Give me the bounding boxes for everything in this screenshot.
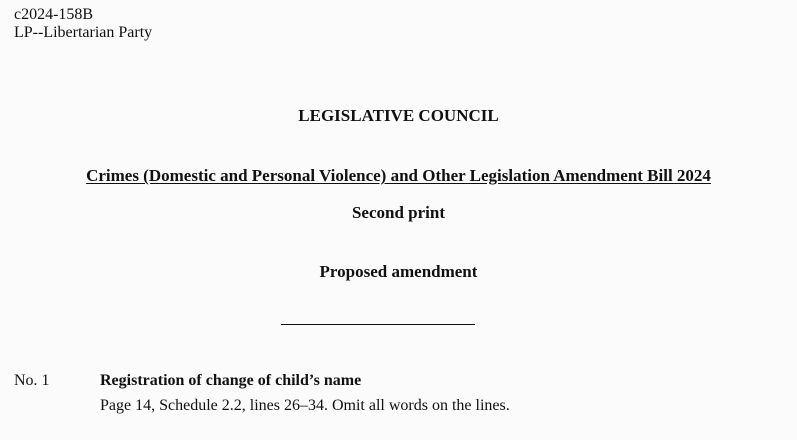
council-heading: LEGISLATIVE COUNCIL: [298, 106, 499, 125]
document-reference-number: c2024-158B: [14, 6, 94, 23]
amendment-type-heading: Proposed amendment: [319, 262, 478, 281]
amendment-text: Page 14, Schedule 2.2, lines 26–34. Omit all words on the lines.: [100, 397, 510, 414]
amendment-heading: Registration of change of child’s name: [100, 372, 362, 389]
party-label: LP--Libertarian Party: [14, 24, 153, 41]
document-reference-block: [14, 6, 152, 42]
amendment-number: No. 1: [14, 372, 50, 389]
section-divider: [281, 324, 475, 325]
bill-title: Crimes (Domestic and Personal Violence) and Other Legislation Amendment Bill 2024: [86, 166, 711, 185]
print-version: Second print: [351, 203, 446, 222]
